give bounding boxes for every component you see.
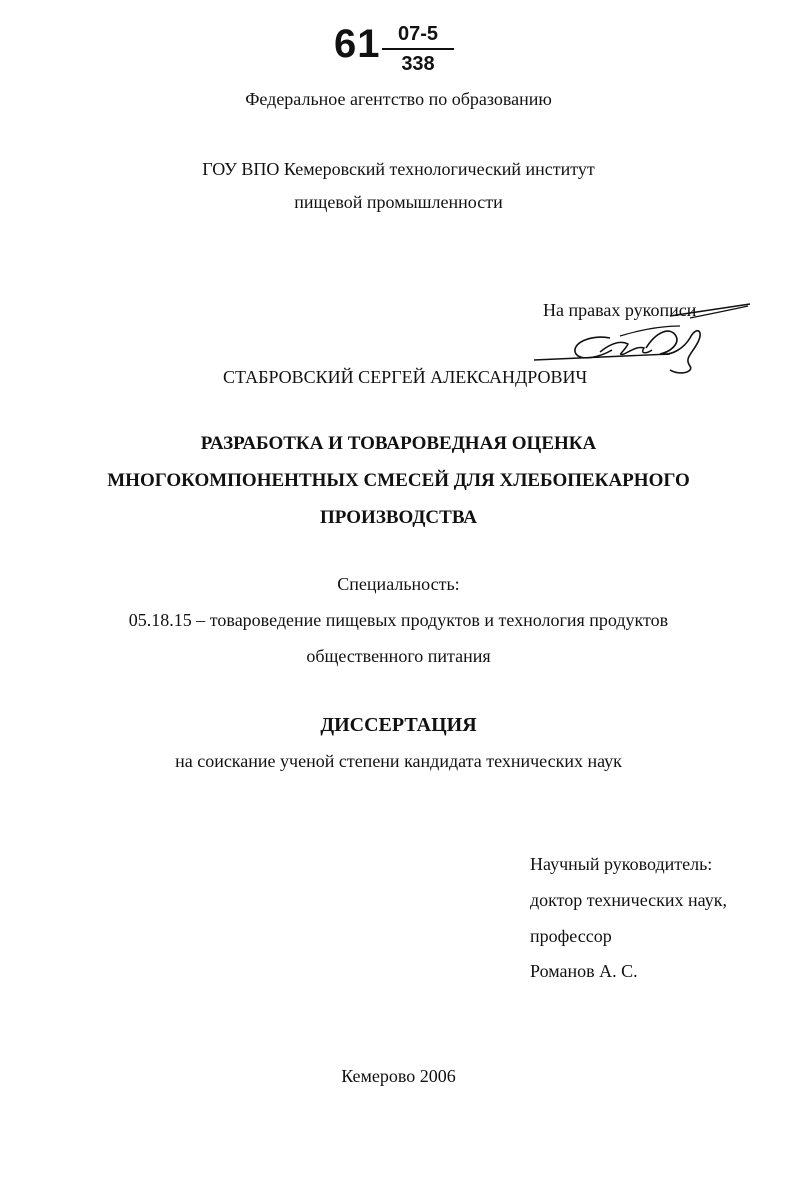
city-year: Кемерово 2006 xyxy=(341,1066,456,1086)
catalog-stamp-numerator: 07-5 xyxy=(397,23,439,45)
specialty-line1: 05.18.15 – товароведение пищевых продуктов и технология продуктов xyxy=(128,610,669,630)
agency-name: Федеральное агентство по образованию xyxy=(245,89,552,109)
supervisor-rank: профессор xyxy=(530,926,612,946)
dissertation-title-line3: ПРОИЗВОДСТВА xyxy=(319,507,478,528)
supervisor-name: Романов А. С. xyxy=(530,961,638,981)
supervisor-degree: доктор технических наук, xyxy=(530,890,727,910)
specialty-line2: общественного питания xyxy=(306,646,491,666)
supervisor-label: Научный руководитель: xyxy=(530,854,713,874)
dissertation-heading: ДИССЕРТАЦИЯ xyxy=(320,714,477,736)
catalog-stamp-denominator: 338 xyxy=(401,53,435,75)
dissertation-title-line1: РАЗРАБОТКА И ТОВАРОВЕДНАЯ ОЦЕНКА xyxy=(200,433,597,454)
dissertation-subtitle: на соискание ученой степени кандидата технических наук xyxy=(175,751,622,771)
author-name: СТАБРОВСКИЙ СЕРГЕЙ АЛЕКСАНДРОВИЧ xyxy=(223,367,588,387)
catalog-stamp-fraction-bar xyxy=(382,48,454,50)
dissertation-title-line2: МНОГОКОМПОНЕНТНЫХ СМЕСЕЙ ДЛЯ ХЛЕБОПЕКАРНОГО xyxy=(107,470,690,491)
manuscript-rights-note: На правах рукописи xyxy=(543,300,697,320)
specialty-label: Специальность: xyxy=(337,574,460,594)
catalog-stamp-number: 61 xyxy=(334,22,381,66)
institute-name-line2: пищевой промышленности xyxy=(294,192,503,212)
institute-name-line1: ГОУ ВПО Кемеровский технологический институт xyxy=(202,159,595,179)
